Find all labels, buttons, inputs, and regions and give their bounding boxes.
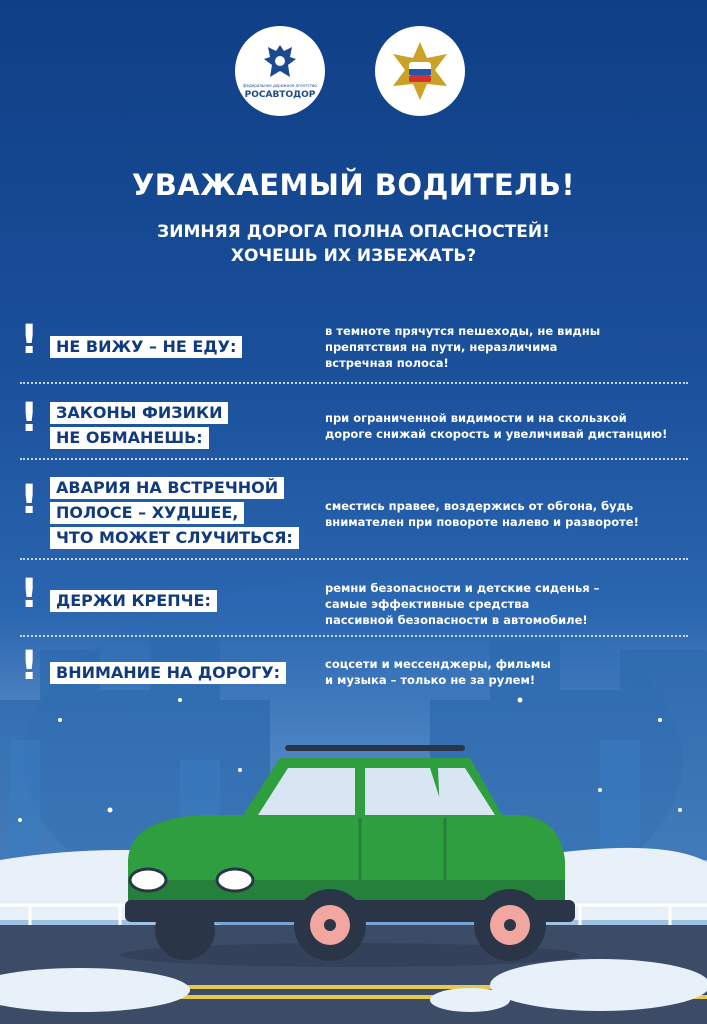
rule-heading-line: ЧТО МОЖЕТ СЛУЧИТЬСЯ: <box>50 527 299 549</box>
rule-heading-line: ЗАКОНЫ ФИЗИКИ <box>50 402 228 424</box>
rule-heading <box>50 477 299 552</box>
rule-heading-line: ПОЛОСЕ – ХУДШЕЕ, <box>50 502 244 524</box>
eagle-emblem-icon <box>262 43 298 83</box>
dotted-divider <box>20 635 688 637</box>
logo-name: РОСАВТОДОР <box>244 89 316 100</box>
exclamation-icon: ! <box>20 477 39 523</box>
rule-text <box>325 323 695 371</box>
rule-text <box>325 498 695 530</box>
rule-text <box>325 410 695 442</box>
gibdd-logo <box>375 26 465 116</box>
rule-heading <box>50 402 228 452</box>
exclamation-icon: ! <box>20 317 39 363</box>
rear-wheel <box>474 889 546 961</box>
dotted-divider <box>20 382 688 384</box>
rule-text-line: соцсети и мессенджеры, фильмы <box>325 657 551 671</box>
rule-text-line: самые эффективные средства <box>325 597 530 611</box>
rule-heading <box>50 662 286 687</box>
rosavtodor-logo <box>235 26 325 116</box>
rule-text-line: сместись правее, воздержись от обгона, будь <box>325 499 634 513</box>
page-title: УВАЖАЕМЫЙ ВОДИТЕЛЬ! <box>131 168 576 202</box>
police-badge-icon <box>389 40 451 102</box>
rule-text-line: при ограниченной видимости и на скользкой <box>325 411 627 425</box>
rule-text-line: внимателен при повороте налево и развороте! <box>325 515 639 529</box>
rule-text-line: в темноте прячутся пешеходы, не видны <box>325 324 601 338</box>
rule-text <box>325 656 695 688</box>
rule-text <box>325 580 695 628</box>
rule-heading-line: ВНИМАНИЕ НА ДОРОГУ: <box>50 662 286 684</box>
exclamation-icon: ! <box>20 395 39 441</box>
rule-heading <box>50 590 217 615</box>
exclamation-icon: ! <box>20 571 39 617</box>
rule-heading-line: АВАРИЯ НА ВСТРЕЧНОЙ <box>50 477 284 499</box>
rule-text-line: пассивной безопасности в автомобиле! <box>325 613 588 627</box>
subtitle-line-1: ЗИМНЯЯ ДОРОГА ПОЛНА ОПАСНОСТЕЙ! <box>157 222 550 242</box>
rule-text-line: дороге снижай скорость и увеличивай дистанцию! <box>325 427 668 441</box>
front-wheel <box>294 889 366 961</box>
exclamation-icon: ! <box>20 643 39 689</box>
rule-text-line: и музыка – только не за рулем! <box>325 673 536 687</box>
rule-text-line: ремни безопасности и детские сиденья – <box>325 581 600 595</box>
dotted-divider <box>20 558 688 560</box>
rule-text-line: встречная полоса! <box>325 356 449 370</box>
rule-heading-line: НЕ ВИЖУ – НЕ ЕДУ: <box>50 336 242 358</box>
logo-small-text: федеральное дорожное агентство <box>243 82 317 88</box>
rule-text-line: препятствия на пути, неразличима <box>325 340 558 354</box>
rule-heading-line: ДЕРЖИ КРЕПЧЕ: <box>50 590 217 612</box>
subtitle-line-2: ХОЧЕШЬ ИХ ИЗБЕЖАТЬ? <box>230 246 477 266</box>
dotted-divider <box>20 458 688 460</box>
rule-heading <box>50 336 242 361</box>
rule-heading-line: НЕ ОБМАНЕШЬ: <box>50 427 209 449</box>
